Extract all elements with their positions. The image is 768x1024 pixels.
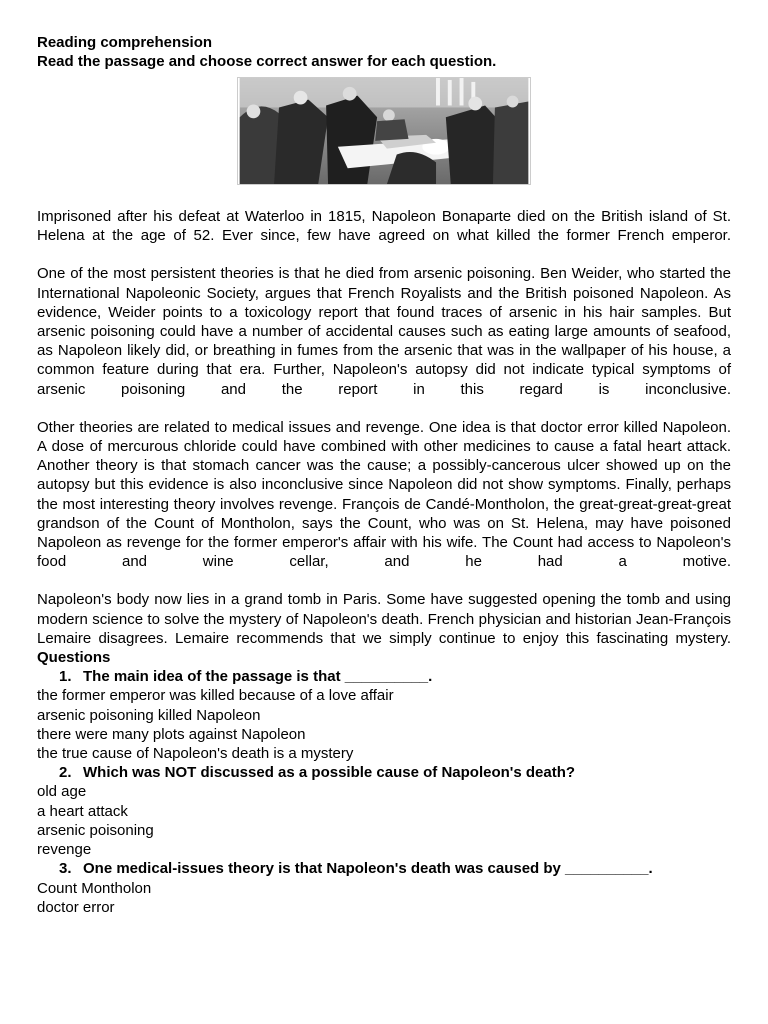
question-text: The main idea of the passage is that __________. <box>83 668 433 686</box>
answer-option[interactable]: doctor error <box>37 898 115 916</box>
answer-option[interactable]: revenge <box>37 841 92 859</box>
document-page <box>37 33 731 917</box>
answer-option[interactable]: there were many plots against Napoleon <box>37 725 306 743</box>
answer-option[interactable]: old age <box>37 783 87 801</box>
passage-paragraph: One of the most persistent theories is that he died from arsenic poisoning. Ben Weider, who started the International Napoleonic Society, argues that French Royalists and the British poisoned Napoleon. As evidence, Weider points to a toxicology report that found traces of arsenic in his hair samples. But arsenic poisoning could have a number of accidental causes such as eating large amounts of seafood, as Napoleon likely did, or breathing in fumes from the arsenic that was in the wallpaper of his house, a common feature during that era. Further, Napoleon's autopsy did not indicate typical symptoms of arsenic poisoning and the report in this regard is inconclusive. <box>37 265 731 398</box>
questions-section <box>37 648 731 917</box>
question <box>37 859 731 878</box>
question-text: Which was NOT discussed as a possible cause of Napoleon's death? <box>83 764 576 782</box>
question <box>37 667 731 686</box>
question-number: 3. <box>59 860 72 878</box>
answer-option[interactable]: a heart attack <box>37 802 128 820</box>
question-text: One medical-issues theory is that Napoleon's death was caused by __________. <box>83 860 653 878</box>
answer-option[interactable]: Count Montholon <box>37 879 152 897</box>
engraving-napoleon-deathbed-image <box>237 77 531 185</box>
answer-option[interactable]: the true cause of Napoleon's death is a mystery <box>37 745 354 763</box>
passage-paragraph: Napoleon's body now lies in a grand tomb in Paris. Some have suggested opening the tomb and using modern science to solve the mystery of Napoleon's death. French physician and historian Jean-François Lemaire disagrees. Lemaire recommends that we simply continue to enjoy this fascinating mystery. <box>37 591 731 647</box>
reading-passage <box>37 207 731 648</box>
answer-option[interactable]: arsenic poisoning killed Napoleon <box>37 706 261 724</box>
figure <box>237 77 531 185</box>
question <box>37 763 731 782</box>
answer-option[interactable]: the former emperor was killed because of a love affair <box>37 687 394 705</box>
answer-option[interactable]: arsenic poisoning <box>37 821 154 839</box>
document-title: Reading comprehension <box>37 34 213 51</box>
question-number: 1. <box>59 668 72 686</box>
question-number: 2. <box>59 764 72 782</box>
passage-paragraph: Other theories are related to medical issues and revenge. One idea is that doctor error killed Napoleon. A dose of mercurous chloride could have combined with other medicines to cause a fatal heart attack. Another theory is that stomach cancer was the cause; a possibly-cancerous ulcer showed up on the autopsy but this evidence is also inconclusive since Napoleon did not show symptoms. Finally, perhaps the most interesting theory involves revenge. François de Candé-Montholon, the great-great-great-great grandson of the Count of Montholon, says the Count, who was on St. Helena, may have poisoned Napoleon as revenge for the former emperor's affair with his wife. The Count had access to Napoleon's food and wine cellar, and he had a motive. <box>37 418 731 571</box>
document-instruction: Read the passage and choose correct answer for each question. <box>37 53 497 70</box>
passage-paragraph: Imprisoned after his defeat at Waterloo in 1815, Napoleon Bonaparte died on the British island of St. Helena at the age of 52. Ever since, few have agreed on what killed the former French emperor. <box>37 208 731 245</box>
questions-title: Questions <box>37 649 111 667</box>
